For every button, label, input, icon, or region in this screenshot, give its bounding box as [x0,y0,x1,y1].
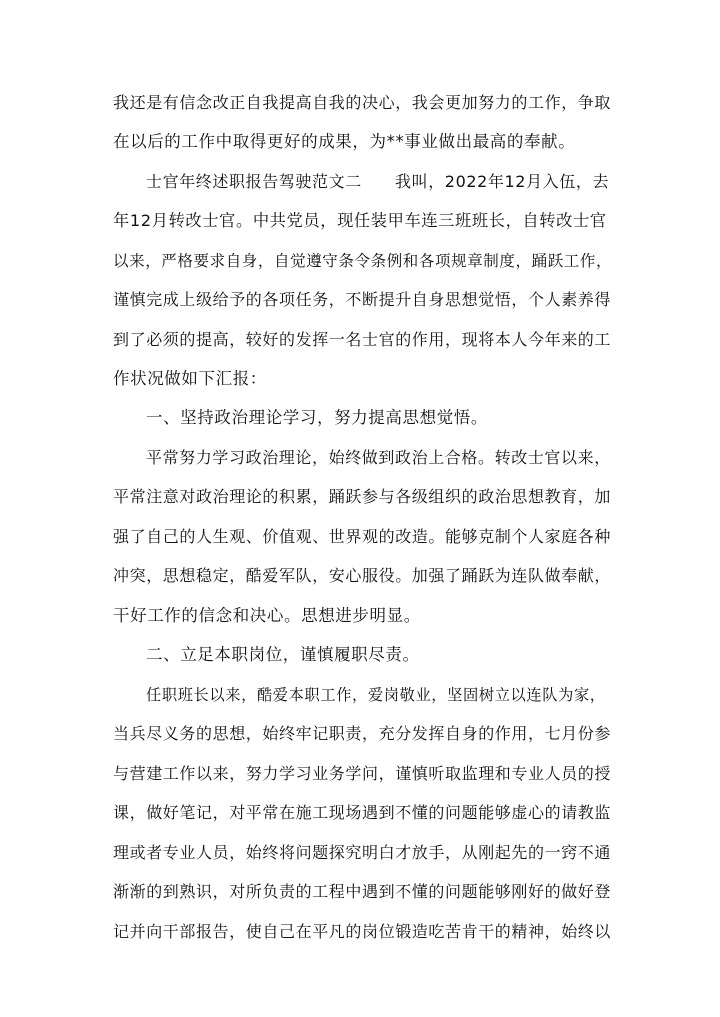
text-line: 任职班长以来，酷爱本职工作，爱岗敬业，坚固树立以连队为家， [146,686,606,704]
text-line: 平常注意对政治理论的积累，踊跃参与各级组织的政治思想教育，加 [113,487,612,506]
heading-line: 二、立足本职岗位，谨慎履职尽责。 [146,645,420,664]
text-line: 理或者专业人员，始终将问题探究明白才放手，从刚起先的一窍不通 [113,843,612,862]
text-line: 强了自己的人生观、价值观、世界观的改造。能够克制个人家庭各种 [113,527,612,546]
text-line: 课，做好笔记，对平常在施工现场遇到不懂的问题能够虚心的请教监 [113,803,612,822]
text-line: 到了必须的提高，较好的发挥一名士官的作用，现将本人今年来的工 [113,330,612,349]
text-line: 在以后的工作中取得更好的成果，为**事业做出最高的奉献。 [113,132,576,151]
text-line: 记并向干部报告，使自己在平凡的岗位锻造吃苦肯干的精神，始终以 [113,922,612,941]
text-line: 与营建工作以来，努力学习业务学问，谨慎听取监理和专业人员的授 [113,764,612,783]
heading-line: 一、坚持政治理论学习，努力提高思想觉悟。 [146,408,488,427]
section-title-line: 士官年终述职报告驾驶范文二 我叫，2022年12月入伍，去 [146,172,610,191]
text-line: 年12月转改士官。中共党员，现任装甲车连三班班长，自转改士官 [113,211,607,230]
text-line: 平常努力学习政治理论，始终做到政治上合格。转改士官以来， [146,448,611,467]
text-line: 作状况做如下汇报： [113,369,267,388]
text-line: 冲突，思想稳定，酷爱军队，安心服役。加强了踊跃为连队做奉献， [113,566,612,585]
text-line: 渐渐的到熟识，对所负责的工程中遇到不懂的问题能够刚好的做好登 [113,882,612,901]
text-line: 当兵尽义务的思想，始终牢记职责，充分发挥自身的作用，七月份参 [113,724,612,743]
text-line: 以来，严格要求自身，自觉遵守条令条例和各项规章制度，踊跃工作， [113,252,612,270]
text-line: 我还是有信念改正自我提高自我的决心，我会更加努力的工作，争取 [113,93,612,112]
text-line: 干好工作的信念和决心。思想进步明显。 [113,606,421,625]
text-line: 谨慎完成上级给予的各项任务，不断提升自身思想觉悟，个人素养得 [113,290,612,309]
